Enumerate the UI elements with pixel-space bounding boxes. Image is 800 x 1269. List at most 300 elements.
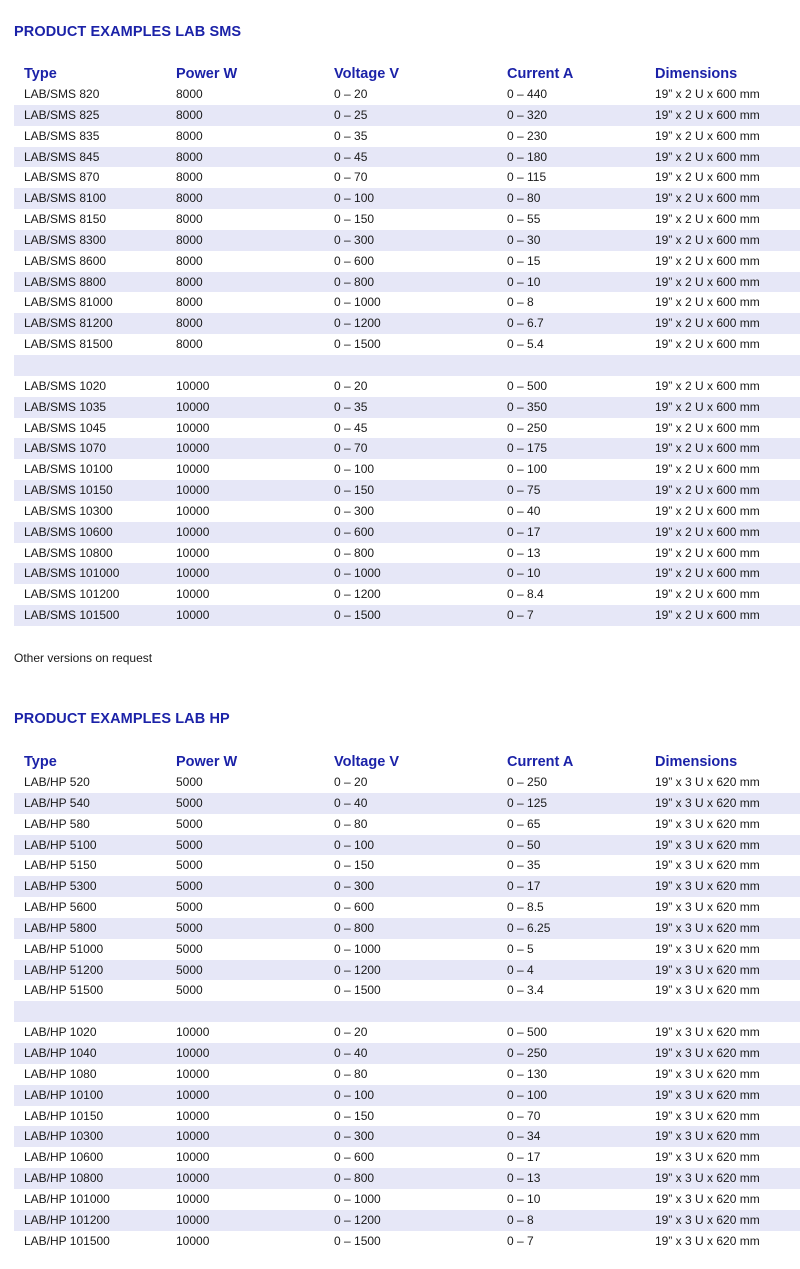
table-row: [14, 1231, 800, 1252]
cell-power: 10000: [176, 566, 210, 581]
cell-voltage: 0 – 1200: [334, 1212, 381, 1227]
cell-dimensions: 19” x 3 U x 620 mm: [655, 1108, 760, 1123]
cell-type: LAB/SMS 825: [24, 107, 100, 122]
table-row: [14, 1168, 800, 1189]
column-header-dimensions: Dimensions: [655, 754, 738, 770]
table-row: [14, 1106, 800, 1127]
cell-dimensions: 19” x 2 U x 600 mm: [655, 170, 760, 185]
cell-dimensions: 19” x 2 U x 600 mm: [655, 524, 760, 539]
cell-current: 0 – 5: [507, 941, 534, 956]
cell-power: 10000: [176, 524, 210, 539]
table-row: [14, 772, 800, 793]
cell-dimensions: 19” x 3 U x 620 mm: [655, 879, 760, 894]
cell-power: 10000: [176, 378, 210, 393]
cell-type: LAB/HP 5150: [24, 858, 97, 873]
table-row: [14, 876, 800, 897]
cell-voltage: 0 – 80: [334, 1066, 368, 1081]
cell-voltage: 0 – 100: [334, 191, 375, 206]
table-row: [14, 543, 800, 564]
cell-power: 10000: [176, 483, 210, 498]
table-row: [14, 230, 800, 251]
cell-voltage: 0 – 20: [334, 87, 368, 101]
cell-voltage: 0 – 1000: [334, 295, 381, 310]
table-body: [14, 772, 800, 1251]
cell-type: LAB/HP 5800: [24, 920, 97, 935]
cell-type: LAB/HP 10600: [24, 1150, 104, 1165]
table-row: [14, 1022, 800, 1043]
cell-current: 0 – 230: [507, 128, 548, 143]
cell-current: 0 – 55: [507, 212, 541, 227]
table-row: [14, 855, 800, 876]
table-spacer-row: [14, 1001, 800, 1022]
cell-type: LAB/SMS 10100: [24, 462, 113, 477]
cell-dimensions: 19” x 3 U x 620 mm: [655, 1087, 760, 1102]
cell-type: LAB/SMS 8600: [24, 253, 107, 268]
cell-type: LAB/HP 580: [24, 816, 90, 831]
cell-type: LAB/SMS 845: [24, 149, 100, 164]
cell-dimensions: 19” x 3 U x 620 mm: [655, 900, 760, 915]
cell-voltage: 0 – 35: [334, 128, 368, 143]
cell-current: 0 – 65: [507, 816, 541, 831]
cell-dimensions: 19” x 3 U x 620 mm: [655, 816, 760, 831]
table-row: [14, 313, 800, 334]
cell-voltage: 0 – 1000: [334, 1191, 381, 1206]
cell-power: 8000: [176, 212, 203, 227]
table-row: [14, 147, 800, 168]
cell-dimensions: 19” x 3 U x 620 mm: [655, 920, 760, 935]
cell-type: LAB/HP 10300: [24, 1129, 104, 1144]
cell-power: 5000: [176, 920, 203, 935]
table-row: [14, 1043, 800, 1064]
cell-dimensions: 19” x 2 U x 600 mm: [655, 608, 760, 623]
cell-power: 8000: [176, 295, 203, 310]
cell-power: 8000: [176, 191, 203, 206]
cell-current: 0 – 4: [507, 962, 534, 977]
table-row: [14, 584, 800, 605]
cell-voltage: 0 – 300: [334, 879, 375, 894]
cell-current: 0 – 8.5: [507, 900, 544, 915]
cell-current: 0 – 34: [507, 1129, 541, 1144]
cell-voltage: 0 – 80: [334, 816, 368, 831]
cell-power: 8000: [176, 274, 203, 289]
cell-voltage: 0 – 45: [334, 420, 368, 435]
cell-type: LAB/SMS 81200: [24, 316, 113, 331]
table-row: [14, 980, 800, 1001]
cell-type: LAB/HP 51200: [24, 962, 104, 977]
cell-voltage: 0 – 20: [334, 378, 368, 393]
table-row: [14, 209, 800, 230]
footnote: Other versions on request: [14, 651, 153, 665]
cell-type: LAB/HP 101000: [24, 1191, 110, 1206]
table-row: [14, 939, 800, 960]
cell-dimensions: 19” x 3 U x 620 mm: [655, 941, 760, 956]
cell-type: LAB/SMS 1045: [24, 420, 107, 435]
cell-voltage: 0 – 600: [334, 253, 375, 268]
table-row: [14, 480, 800, 501]
table-row: [14, 1064, 800, 1085]
cell-current: 0 – 8.4: [507, 587, 544, 602]
column-header-current: Current A: [507, 754, 574, 770]
cell-type: LAB/SMS 1035: [24, 399, 107, 414]
cell-dimensions: 19” x 3 U x 620 mm: [655, 775, 760, 789]
cell-voltage: 0 – 100: [334, 1087, 375, 1102]
cell-type: LAB/SMS 820: [24, 87, 100, 101]
cell-power: 8000: [176, 232, 203, 247]
section-title-lab-sms: PRODUCT EXAMPLES LAB SMS: [14, 24, 242, 40]
cell-current: 0 – 350: [507, 399, 548, 414]
table-row: [14, 605, 800, 626]
cell-dimensions: 19” x 3 U x 620 mm: [655, 962, 760, 977]
cell-dimensions: 19” x 3 U x 620 mm: [655, 837, 760, 852]
cell-voltage: 0 – 25: [334, 107, 368, 122]
cell-power: 5000: [176, 837, 203, 852]
table-row: [14, 1147, 800, 1168]
cell-type: LAB/HP 5600: [24, 900, 97, 915]
cell-dimensions: 19” x 2 U x 600 mm: [655, 191, 760, 206]
cell-voltage: 0 – 1000: [334, 566, 381, 581]
table-row: [14, 334, 800, 355]
cell-current: 0 – 10: [507, 274, 541, 289]
cell-current: 0 – 6.7: [507, 316, 544, 331]
cell-power: 10000: [176, 1108, 210, 1123]
cell-voltage: 0 – 1000: [334, 941, 381, 956]
cell-type: LAB/HP 1040: [24, 1045, 97, 1060]
cell-voltage: 0 – 300: [334, 1129, 375, 1144]
table-row: [14, 418, 800, 439]
table-row: [14, 501, 800, 522]
cell-current: 0 – 250: [507, 775, 548, 789]
cell-current: 0 – 17: [507, 879, 541, 894]
section-title-lab-hp: PRODUCT EXAMPLES LAB HP: [14, 711, 230, 727]
cell-voltage: 0 – 800: [334, 545, 375, 560]
cell-type: LAB/SMS 1070: [24, 441, 107, 456]
cell-power: 10000: [176, 587, 210, 602]
cell-voltage: 0 – 70: [334, 170, 368, 185]
cell-type: LAB/HP 101200: [24, 1212, 110, 1227]
cell-voltage: 0 – 1500: [334, 983, 381, 998]
cell-type: LAB/SMS 8800: [24, 274, 107, 289]
cell-power: 10000: [176, 1087, 210, 1102]
cell-dimensions: 19” x 3 U x 620 mm: [655, 1066, 760, 1081]
table-row: [14, 272, 800, 293]
cell-dimensions: 19” x 2 U x 600 mm: [655, 378, 760, 393]
cell-voltage: 0 – 1200: [334, 962, 381, 977]
cell-power: 5000: [176, 983, 203, 998]
cell-dimensions: 19” x 2 U x 600 mm: [655, 274, 760, 289]
cell-dimensions: 19” x 3 U x 620 mm: [655, 1150, 760, 1165]
cell-current: 0 – 320: [507, 107, 548, 122]
cell-current: 0 – 75: [507, 483, 541, 498]
cell-power: 10000: [176, 462, 210, 477]
cell-voltage: 0 – 150: [334, 212, 375, 227]
cell-current: 0 – 10: [507, 566, 541, 581]
cell-voltage: 0 – 1500: [334, 1233, 381, 1248]
cell-power: 10000: [176, 399, 210, 414]
cell-power: 10000: [176, 441, 210, 456]
cell-power: 5000: [176, 879, 203, 894]
table-row: [14, 563, 800, 584]
cell-current: 0 – 250: [507, 1045, 548, 1060]
cell-type: LAB/HP 540: [24, 795, 90, 810]
table-row: [14, 835, 800, 856]
cell-current: 0 – 10: [507, 1191, 541, 1206]
cell-voltage: 0 – 100: [334, 837, 375, 852]
cell-dimensions: 19” x 2 U x 600 mm: [655, 399, 760, 414]
cell-type: LAB/HP 10150: [24, 1108, 104, 1123]
cell-power: 8000: [176, 149, 203, 164]
cell-type: LAB/HP 101500: [24, 1233, 110, 1248]
cell-dimensions: 19” x 3 U x 620 mm: [655, 858, 760, 873]
cell-type: LAB/SMS 870: [24, 170, 100, 185]
cell-voltage: 0 – 70: [334, 441, 368, 456]
cell-current: 0 – 13: [507, 1171, 541, 1186]
cell-dimensions: 19” x 2 U x 600 mm: [655, 503, 760, 518]
column-header-power: Power W: [176, 754, 238, 770]
table-row: [14, 918, 800, 939]
cell-dimensions: 19” x 3 U x 620 mm: [655, 1129, 760, 1144]
table-row: [14, 292, 800, 313]
lab-hp-table: [14, 752, 800, 1251]
cell-dimensions: 19” x 2 U x 600 mm: [655, 337, 760, 352]
table-row: [14, 397, 800, 418]
cell-voltage: 0 – 600: [334, 524, 375, 539]
cell-voltage: 0 – 600: [334, 900, 375, 915]
column-header-type: Type: [24, 754, 57, 770]
column-header-dimensions: Dimensions: [655, 66, 738, 82]
cell-voltage: 0 – 800: [334, 274, 375, 289]
cell-type: LAB/SMS 81000: [24, 295, 113, 310]
cell-dimensions: 19” x 3 U x 620 mm: [655, 1045, 760, 1060]
column-header-current: Current A: [507, 66, 574, 82]
cell-current: 0 – 250: [507, 420, 548, 435]
cell-dimensions: 19” x 2 U x 600 mm: [655, 545, 760, 560]
cell-dimensions: 19” x 2 U x 600 mm: [655, 441, 760, 456]
table-row: [14, 376, 800, 397]
cell-power: 10000: [176, 1066, 210, 1081]
table-row: [14, 1126, 800, 1147]
cell-dimensions: 19” x 2 U x 600 mm: [655, 316, 760, 331]
cell-power: 5000: [176, 816, 203, 831]
table-row: [14, 459, 800, 480]
cell-power: 8000: [176, 337, 203, 352]
cell-type: LAB/SMS 8100: [24, 191, 107, 206]
cell-current: 0 – 7: [507, 608, 534, 623]
table-header: [14, 752, 800, 772]
cell-current: 0 – 175: [507, 441, 548, 456]
cell-voltage: 0 – 300: [334, 232, 375, 247]
table-body: [14, 84, 800, 626]
cell-type: LAB/SMS 101200: [24, 587, 120, 602]
cell-dimensions: 19” x 3 U x 620 mm: [655, 795, 760, 810]
cell-voltage: 0 – 300: [334, 503, 375, 518]
cell-voltage: 0 – 1200: [334, 587, 381, 602]
cell-power: 8000: [176, 316, 203, 331]
cell-dimensions: 19” x 2 U x 600 mm: [655, 295, 760, 310]
table-row: [14, 814, 800, 835]
cell-voltage: 0 – 1200: [334, 316, 381, 331]
cell-type: LAB/HP 5100: [24, 837, 97, 852]
cell-power: 5000: [176, 775, 203, 789]
cell-current: 0 – 180: [507, 149, 548, 164]
cell-voltage: 0 – 800: [334, 920, 375, 935]
table-row: [14, 188, 800, 209]
cell-current: 0 – 17: [507, 1150, 541, 1165]
cell-voltage: 0 – 20: [334, 1025, 368, 1040]
table-row: [14, 522, 800, 543]
table-row: [14, 167, 800, 188]
cell-voltage: 0 – 100: [334, 462, 375, 477]
lab-sms-table: [14, 64, 800, 626]
cell-current: 0 – 40: [507, 503, 541, 518]
cell-current: 0 – 5.4: [507, 337, 544, 352]
cell-dimensions: 19” x 2 U x 600 mm: [655, 87, 760, 101]
cell-current: 0 – 6.25: [507, 920, 551, 935]
cell-type: LAB/HP 51000: [24, 941, 104, 956]
cell-type: LAB/HP 1080: [24, 1066, 97, 1081]
table-spacer-row: [14, 355, 800, 376]
cell-voltage: 0 – 800: [334, 1171, 375, 1186]
cell-power: 5000: [176, 795, 203, 810]
table-row: [14, 1189, 800, 1210]
cell-type: LAB/SMS 101500: [24, 608, 120, 623]
column-header-voltage: Voltage V: [334, 66, 399, 82]
cell-dimensions: 19” x 2 U x 600 mm: [655, 149, 760, 164]
cell-voltage: 0 – 40: [334, 795, 368, 810]
cell-voltage: 0 – 45: [334, 149, 368, 164]
cell-current: 0 – 8: [507, 295, 534, 310]
cell-current: 0 – 35: [507, 858, 541, 873]
column-header-power: Power W: [176, 66, 238, 82]
cell-type: LAB/SMS 8300: [24, 232, 107, 247]
cell-dimensions: 19” x 3 U x 620 mm: [655, 1233, 760, 1248]
column-header-type: Type: [24, 66, 57, 82]
cell-dimensions: 19” x 2 U x 600 mm: [655, 566, 760, 581]
cell-type: LAB/HP 10800: [24, 1171, 104, 1186]
cell-power: 8000: [176, 87, 203, 101]
cell-power: 10000: [176, 1233, 210, 1248]
cell-current: 0 – 130: [507, 1066, 548, 1081]
cell-power: 10000: [176, 1191, 210, 1206]
cell-power: 10000: [176, 1045, 210, 1060]
cell-type: LAB/HP 520: [24, 775, 90, 789]
cell-dimensions: 19” x 2 U x 600 mm: [655, 212, 760, 227]
cell-dimensions: 19” x 3 U x 620 mm: [655, 1171, 760, 1186]
cell-type: LAB/SMS 8150: [24, 212, 107, 227]
cell-power: 8000: [176, 253, 203, 268]
cell-power: 10000: [176, 503, 210, 518]
cell-power: 8000: [176, 170, 203, 185]
cell-dimensions: 19” x 2 U x 600 mm: [655, 483, 760, 498]
table-row: [14, 84, 800, 105]
cell-current: 0 – 7: [507, 1233, 534, 1248]
cell-power: 5000: [176, 900, 203, 915]
cell-type: LAB/SMS 10600: [24, 524, 113, 539]
table-row: [14, 1210, 800, 1231]
cell-power: 5000: [176, 962, 203, 977]
cell-power: 10000: [176, 1025, 210, 1040]
cell-dimensions: 19” x 3 U x 620 mm: [655, 1025, 760, 1040]
cell-current: 0 – 50: [507, 837, 541, 852]
cell-power: 10000: [176, 1212, 210, 1227]
cell-voltage: 0 – 150: [334, 483, 375, 498]
cell-voltage: 0 – 150: [334, 1108, 375, 1123]
cell-current: 0 – 15: [507, 253, 541, 268]
cell-power: 10000: [176, 1129, 210, 1144]
table-row: [14, 438, 800, 459]
cell-power: 5000: [176, 858, 203, 873]
cell-current: 0 – 125: [507, 795, 548, 810]
cell-dimensions: 19” x 3 U x 620 mm: [655, 1212, 760, 1227]
cell-power: 10000: [176, 1171, 210, 1186]
cell-power: 5000: [176, 941, 203, 956]
cell-current: 0 – 115: [507, 170, 547, 185]
cell-voltage: 0 – 600: [334, 1150, 375, 1165]
cell-type: LAB/SMS 81500: [24, 337, 113, 352]
table-row: [14, 251, 800, 272]
table-row: [14, 897, 800, 918]
cell-voltage: 0 – 150: [334, 858, 375, 873]
cell-current: 0 – 440: [507, 87, 548, 101]
cell-current: 0 – 70: [507, 1108, 541, 1123]
cell-dimensions: 19” x 2 U x 600 mm: [655, 128, 760, 143]
cell-current: 0 – 80: [507, 191, 541, 206]
cell-power: 8000: [176, 107, 203, 122]
cell-voltage: 0 – 1500: [334, 337, 381, 352]
cell-current: 0 – 500: [507, 378, 548, 393]
cell-type: LAB/HP 1020: [24, 1025, 97, 1040]
cell-voltage: 0 – 40: [334, 1045, 368, 1060]
cell-dimensions: 19” x 3 U x 620 mm: [655, 983, 760, 998]
cell-dimensions: 19” x 2 U x 600 mm: [655, 107, 760, 122]
cell-current: 0 – 8: [507, 1212, 534, 1227]
cell-type: LAB/SMS 10800: [24, 545, 113, 560]
cell-current: 0 – 30: [507, 232, 541, 247]
cell-type: LAB/SMS 1020: [24, 378, 107, 393]
table-row: [14, 793, 800, 814]
cell-current: 0 – 500: [507, 1025, 548, 1040]
cell-type: LAB/SMS 101000: [24, 566, 120, 581]
cell-current: 0 – 100: [507, 1087, 548, 1102]
table-row: [14, 960, 800, 981]
table-header: [14, 64, 800, 84]
cell-dimensions: 19” x 2 U x 600 mm: [655, 587, 760, 602]
cell-current: 0 – 3.4: [507, 983, 544, 998]
table-row: [14, 1085, 800, 1106]
cell-power: 10000: [176, 1150, 210, 1165]
cell-type: LAB/HP 10100: [24, 1087, 104, 1102]
cell-voltage: 0 – 35: [334, 399, 368, 414]
cell-dimensions: 19” x 2 U x 600 mm: [655, 232, 760, 247]
cell-dimensions: 19” x 2 U x 600 mm: [655, 462, 760, 477]
cell-power: 8000: [176, 128, 203, 143]
table-row: [14, 126, 800, 147]
cell-current: 0 – 100: [507, 462, 548, 477]
cell-current: 0 – 17: [507, 524, 541, 539]
cell-voltage: 0 – 1500: [334, 608, 381, 623]
table-row: [14, 105, 800, 126]
cell-power: 10000: [176, 608, 210, 623]
cell-dimensions: 19” x 2 U x 600 mm: [655, 253, 760, 268]
cell-type: LAB/SMS 10150: [24, 483, 113, 498]
cell-type: LAB/HP 51500: [24, 983, 104, 998]
column-header-voltage: Voltage V: [334, 754, 399, 770]
cell-voltage: 0 – 20: [334, 775, 368, 789]
cell-type: LAB/HP 5300: [24, 879, 97, 894]
cell-power: 10000: [176, 545, 210, 560]
cell-type: LAB/SMS 835: [24, 128, 100, 143]
cell-current: 0 – 13: [507, 545, 541, 560]
cell-dimensions: 19” x 2 U x 600 mm: [655, 420, 760, 435]
